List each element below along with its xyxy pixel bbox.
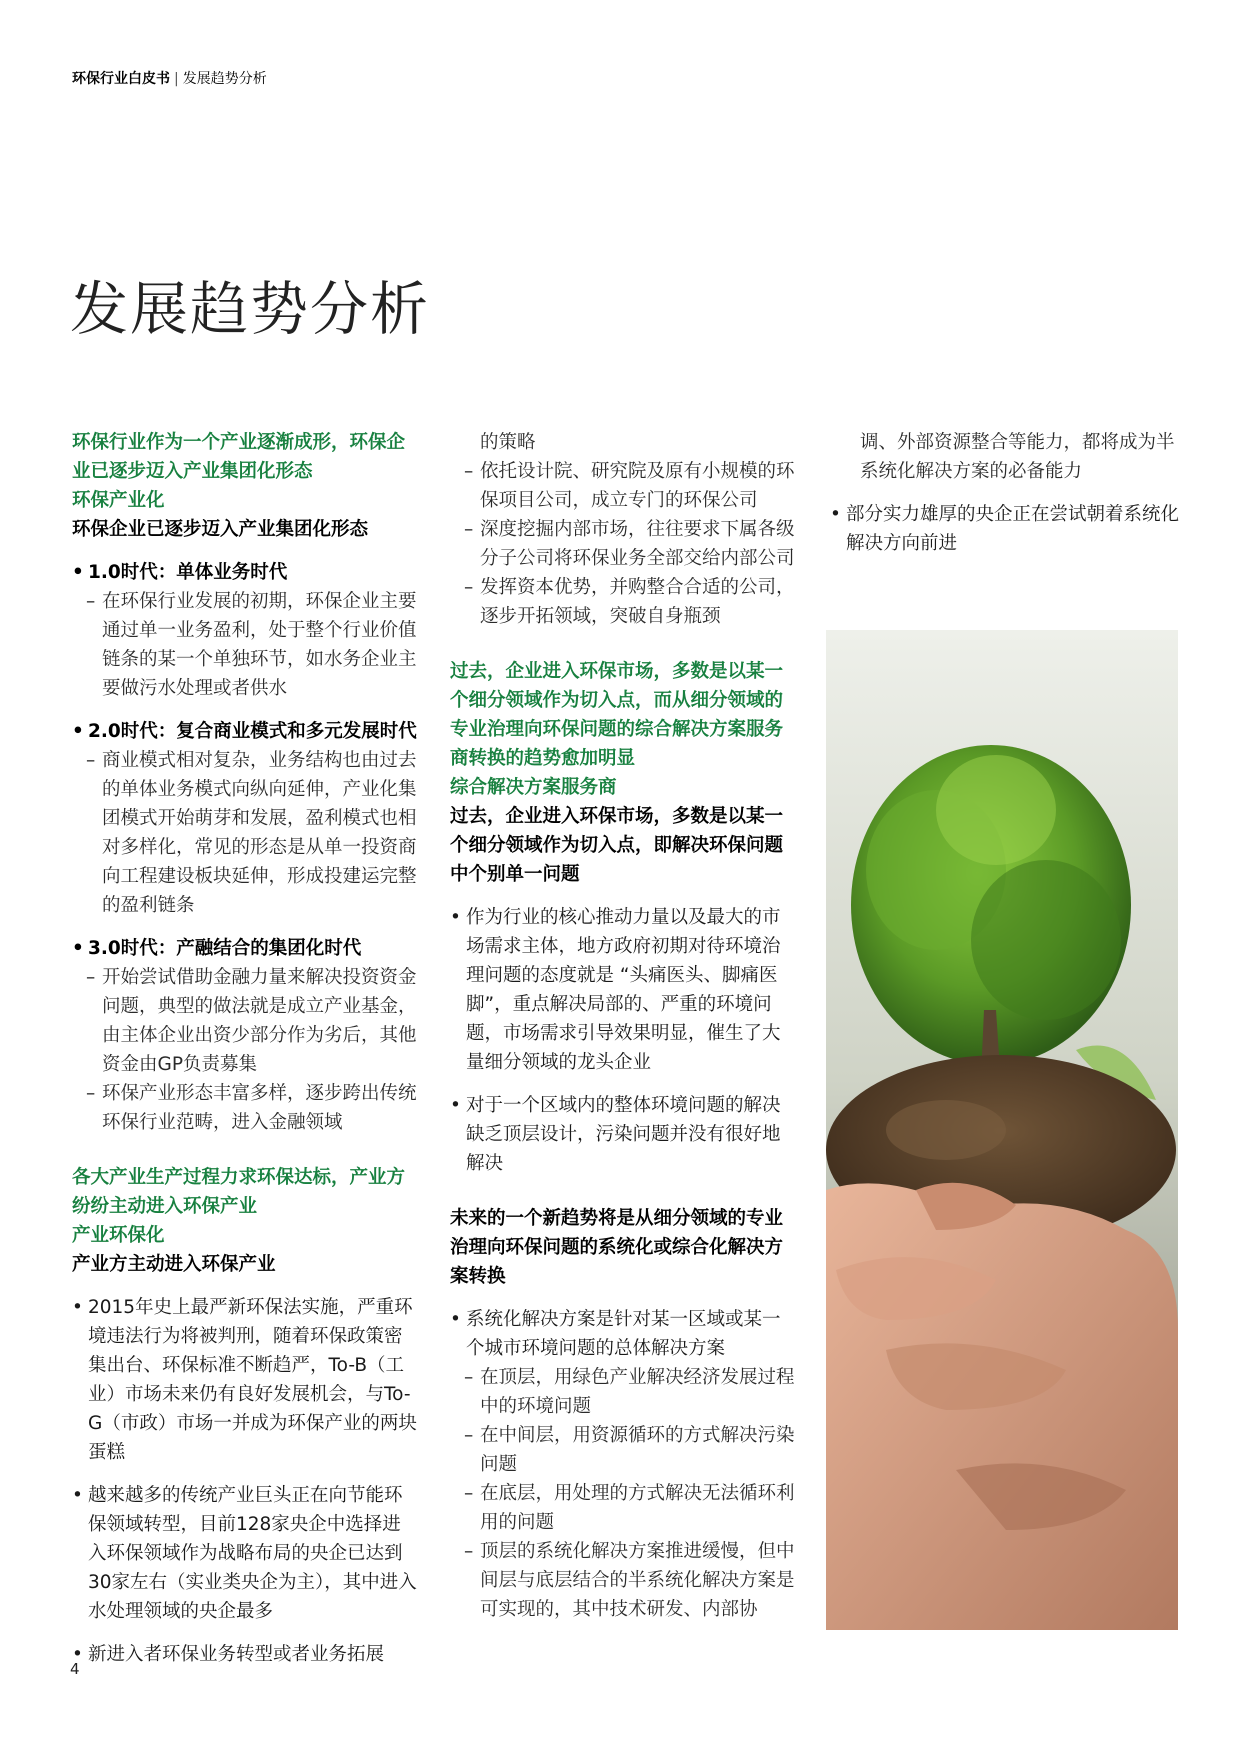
- continued-text: 的策略: [480, 432, 536, 453]
- header-separator: |: [174, 71, 179, 87]
- section-heading-green: 过去，企业进入环保市场，多数是以某一个细分领域作为切入点，而从细分领域的专业治理向环保问题的综合解决方案服务商转换的趋势愈加明显: [450, 661, 784, 769]
- dash-item: – 在中间层，用资源循环的方式解决污染问题: [450, 1421, 796, 1479]
- section-subheading: 环保企业已逐步迈入产业集团化形态: [72, 519, 369, 540]
- running-header: [72, 68, 267, 88]
- bullet-item: • 越来越多的传统产业巨头正在向节能环保领域转型，目前128家央企中选择进入环保领域作为战略布局的央企已达到30家左右（实业类央企为主），其中进入水处理领域的央企最多: [72, 1481, 418, 1626]
- bullet-item: • 3.0时代：产融结合的集团化时代: [72, 934, 418, 963]
- column-2: [450, 428, 796, 1624]
- dash-item: – 在环保行业发展的初期，环保企业主要通过单一业务盈利，处于整个行业价值链条的某一个单独环节，如水务企业主要做污水处理或者供水: [72, 587, 418, 703]
- dash-item: – 在顶层，用绿色产业解决经济发展过程中的环境问题: [450, 1363, 796, 1421]
- continued-text: 调、外部资源整合等能力，都将成为半系统化解决方案的必备能力: [860, 432, 1175, 482]
- section-heading-green: 各大产业生产过程力求环保达标，产业方纷纷主动进入环保产业: [72, 1167, 406, 1217]
- dash-item: – 深度挖掘内部市场，往往要求下属各级分子公司将环保业务全部交给内部公司: [450, 515, 796, 573]
- column-1: [72, 428, 418, 1669]
- page-number: 4: [70, 1660, 80, 1678]
- bullet-item: • 部分实力雄厚的央企正在尝试朝着系统化解决方向前进: [830, 500, 1182, 558]
- section-subheading-green: 综合解决方案服务商: [450, 777, 617, 798]
- header-doc-title: 环保行业白皮书: [72, 71, 170, 87]
- section-subheading-green: 产业环保化: [72, 1225, 165, 1246]
- section-subheading: 产业方主动进入环保产业: [72, 1254, 276, 1275]
- dash-item: – 开始尝试借助金融力量来解决投资资金问题，典型的做法就是成立产业基金，由主体企业出资少部分作为劣后，其他资金由GP负责募集: [72, 963, 418, 1079]
- dash-item: – 在底层，用处理的方式解决无法循环利用的问题: [450, 1479, 796, 1537]
- column-3: [830, 428, 1182, 558]
- dash-item: – 发挥资本优势，并购整合合适的公司，逐步开拓领域，突破自身瓶颈: [450, 573, 796, 631]
- section-subheading: 过去，企业进入环保市场，多数是以某一个细分领域作为切入点，即解决环保问题中个别单一问题: [450, 806, 784, 885]
- dash-item: – 环保产业形态丰富多样，逐步跨出传统环保行业范畴，进入金融领域: [72, 1079, 418, 1137]
- dash-item: – 顶层的系统化解决方案推进缓慢，但中间层与底层结合的半系统化解决方案是可实现的，其中技术研发、内部协: [450, 1537, 796, 1624]
- section-heading-green: 环保行业作为一个产业逐渐成形，环保企业已逐步迈入产业集团化形态: [72, 432, 406, 482]
- bullet-item: • 系统化解决方案是针对某一区域或某一个城市环境问题的总体解决方案: [450, 1305, 796, 1363]
- bullet-item: • 1.0时代：单体业务时代: [72, 558, 418, 587]
- bullet-item: • 2.0时代：复合商业模式和多元发展时代: [72, 717, 418, 746]
- page-title: 发展趋势分析: [70, 275, 431, 343]
- section-subheading-green: 环保产业化: [72, 490, 165, 511]
- section-heading: 未来的一个新趋势将是从细分领域的专业治理向环保问题的系统化或综合化解决方案转换: [450, 1208, 784, 1287]
- bullet-item: • 对于一个区域内的整体环境问题的解决缺乏顶层设计，污染问题并没有很好地解决: [450, 1091, 796, 1178]
- dash-item: – 商业模式相对复杂，业务结构也由过去的单体业务模式向纵向延伸，产业化集团模式开始萌芽和发展，盈利模式也相对多样化，常见的形态是从单一投资商向工程建设板块延伸，形成投建运完整的盈利链条: [72, 746, 418, 920]
- header-section: 发展趋势分析: [182, 71, 267, 87]
- dash-item: – 依托设计院、研究院及原有小规模的环保项目公司，成立专门的环保公司: [450, 457, 796, 515]
- bullet-item: • 新进入者环保业务转型或者业务拓展: [72, 1640, 418, 1669]
- bullet-item: • 2015年史上最严新环保法实施，严重环境违法行为将被判刑，随着环保政策密集出台、环保标准不断趋严，To-B（工业）市场未来仍有良好发展机会，与To-G（市政）市场一并成为环保产业的两块蛋糕: [72, 1293, 418, 1467]
- tree-in-hands-photo: [826, 630, 1178, 1630]
- bullet-item: • 作为行业的核心推动力量以及最大的市场需求主体，地方政府初期对待环境治理问题的态度就是 “头痛医头、脚痛医脚”，重点解决局部的、严重的环境问题，市场需求引导效果明显，催生了大量细分领域的龙头企业: [450, 903, 796, 1077]
